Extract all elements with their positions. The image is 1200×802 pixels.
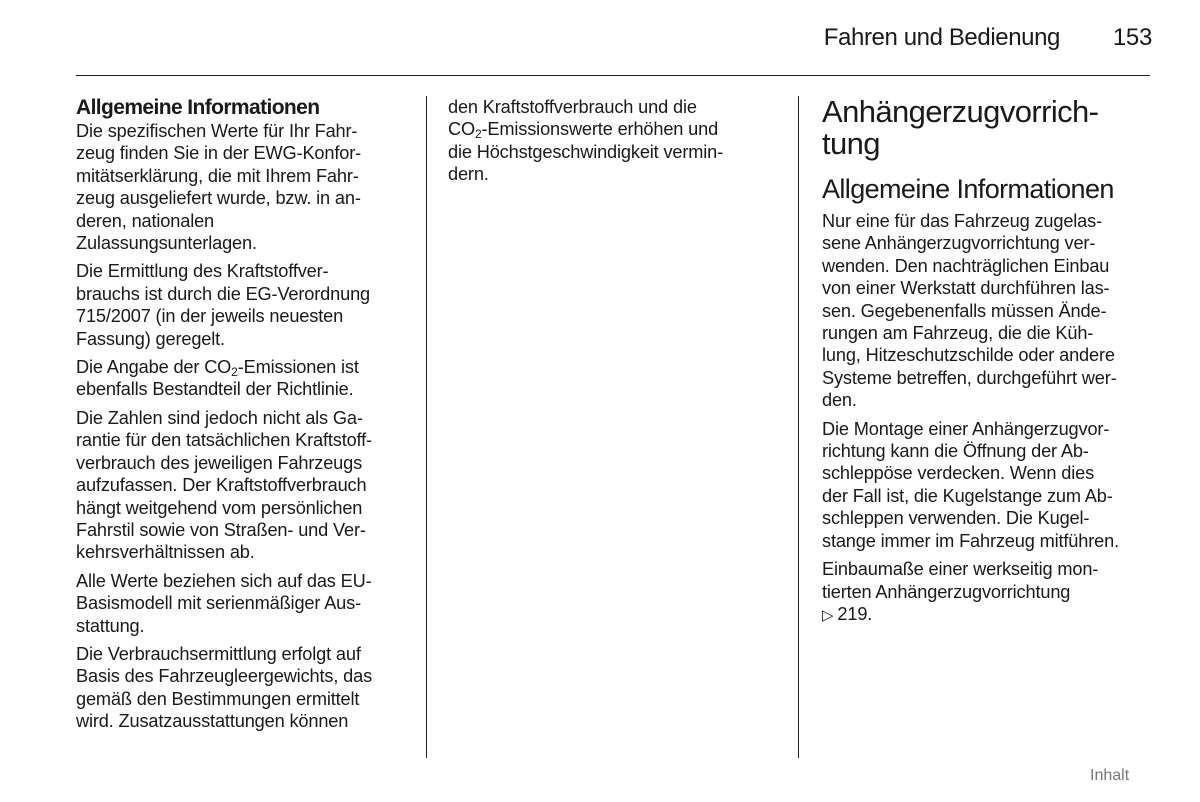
text-line: Die Verbrauchsermittlung erfolgt auf	[76, 643, 361, 664]
text-line: 715/2007 (in der jeweils neuesten	[76, 306, 344, 327]
paragraph	[76, 570, 416, 637]
text-line: sene Anhängerzugvorrichtung ver-	[822, 233, 1096, 254]
chapter-title-line: tung	[822, 126, 880, 161]
text-line: gemäß den Bestimmungen ermittelt	[76, 688, 360, 709]
text-line: den Kraftstoffverbrauch und die	[448, 97, 697, 117]
text-line: Zulassungsunterlagen.	[76, 233, 257, 254]
co2-subscript: 2	[474, 127, 482, 142]
text-line: verbrauch des jeweiligen Fahrzeugs	[76, 452, 363, 473]
text-line: Die spezifischen Werte für Ihr Fahr-	[76, 121, 358, 141]
paragraph	[822, 210, 1152, 412]
paragraph	[76, 643, 416, 733]
column-left	[76, 96, 416, 739]
text-line: stattung.	[76, 615, 145, 636]
text-line: schleppöse verdecken. Wenn dies	[822, 463, 1095, 484]
text-line: rungen am Fahrzeug, die die Küh-	[822, 323, 1094, 344]
text-line: ebenfalls Bestandteil der Richtlinie.	[76, 379, 354, 400]
chapter-title-line: Anhängerzugvorrich-	[822, 94, 1099, 129]
page-number: 153	[1112, 24, 1152, 51]
text-line: Fassung) geregelt.	[76, 328, 225, 349]
text-line: dern.	[448, 164, 489, 185]
text-line: deren, nationalen	[76, 210, 215, 231]
paragraph	[76, 260, 416, 350]
co2-text: CO	[448, 119, 475, 140]
text-line: Die Zahlen sind jedoch nicht als Ga-	[76, 407, 363, 428]
column-divider	[426, 96, 427, 758]
column-middle	[448, 96, 778, 192]
page-reference-number[interactable]: 219.	[837, 603, 873, 624]
text-line: richtung kann die Öffnung der Ab-	[822, 441, 1089, 462]
page-reference[interactable]	[822, 603, 1152, 627]
paragraph	[76, 407, 416, 564]
text-line: schleppen verwenden. Die Kugel-	[822, 508, 1090, 529]
text-line: brauchs ist durch die EG-Verordnung	[76, 283, 370, 304]
co2-text-after: -Emissionswerte erhöhen und	[481, 119, 719, 140]
contents-link[interactable]: Inhalt	[1090, 767, 1130, 784]
text-line: zeug finden Sie in der EWG-Konfor-	[76, 143, 362, 164]
text-line: Die Ermittlung des Kraftstoffver-	[76, 261, 329, 282]
text-line: zeug ausgeliefert wurde, bzw. in an-	[76, 188, 361, 209]
text-line: von einer Werkstatt durchführen las-	[822, 278, 1110, 299]
text-line: hängt weitgehend vom persönlichen	[76, 497, 363, 518]
paragraph	[76, 120, 416, 254]
running-header-title: Fahren und Bedienung	[823, 24, 1060, 51]
text-line: Systeme betreffen, durchgeführt wer-	[822, 367, 1117, 388]
paragraph	[448, 96, 778, 186]
text-line: mitätserklärung, die mit Ihrem Fahr-	[76, 165, 359, 186]
text-line: lung, Hitzeschutzschilde oder andere	[822, 345, 1115, 366]
header-rule	[76, 75, 1150, 76]
text-line: Basismodell mit serienmäßiger Aus-	[76, 593, 361, 614]
text-line: wenden. Den nachträglichen Einbau	[822, 255, 1110, 276]
chapter-title	[822, 96, 1152, 160]
text-line: wird. Zusatzausstattungen können	[76, 711, 349, 732]
text-line: rantie für den tatsächlichen Kraftstoff-	[76, 430, 372, 451]
text-line: kehrsverhältnissen ab.	[76, 542, 255, 563]
co2-text-after: -Emissionen ist	[237, 357, 359, 378]
co2-subscript: 2	[231, 365, 238, 380]
text-line: stange immer im Fahrzeug mitführen.	[822, 530, 1119, 551]
column-right	[822, 96, 1152, 633]
column-divider	[798, 96, 799, 758]
co2-text: Die Angabe der CO	[76, 357, 232, 378]
section-heading: Allgemeine Informationen	[76, 96, 320, 119]
text-line	[76, 356, 416, 378]
page-reference-arrow-icon: ▷	[822, 606, 834, 624]
text-line: Alle Werte beziehen sich auf das EU-	[76, 570, 372, 591]
paragraph	[822, 558, 1152, 627]
text-line: Die Montage einer Anhängerzugvor-	[822, 418, 1110, 439]
text-line: aufzufassen. Der Kraftstoffverbrauch	[76, 475, 367, 496]
text-line: Einbaumaße einer werkseitig mon-	[822, 559, 1099, 580]
text-line: der Fall ist, die Kugelstange zum Ab-	[822, 485, 1113, 506]
section-heading: Allgemeine Informationen	[822, 174, 1114, 204]
text-line: den.	[822, 390, 857, 411]
paragraph	[822, 418, 1152, 552]
paragraph	[76, 356, 416, 401]
text-line	[448, 118, 778, 140]
text-line: Nur eine für das Fahrzeug zugelas-	[822, 211, 1102, 231]
text-line: Fahrstil sowie von Straßen- und Ver-	[76, 519, 366, 540]
text-line: tierten Anhängerzugvorrichtung	[822, 581, 1071, 602]
text-line: sen. Gegebenenfalls müssen Ände-	[822, 300, 1107, 321]
text-line: Basis des Fahrzeugleergewichts, das	[76, 666, 373, 687]
text-line: die Höchstgeschwindigkeit vermin-	[448, 141, 724, 162]
